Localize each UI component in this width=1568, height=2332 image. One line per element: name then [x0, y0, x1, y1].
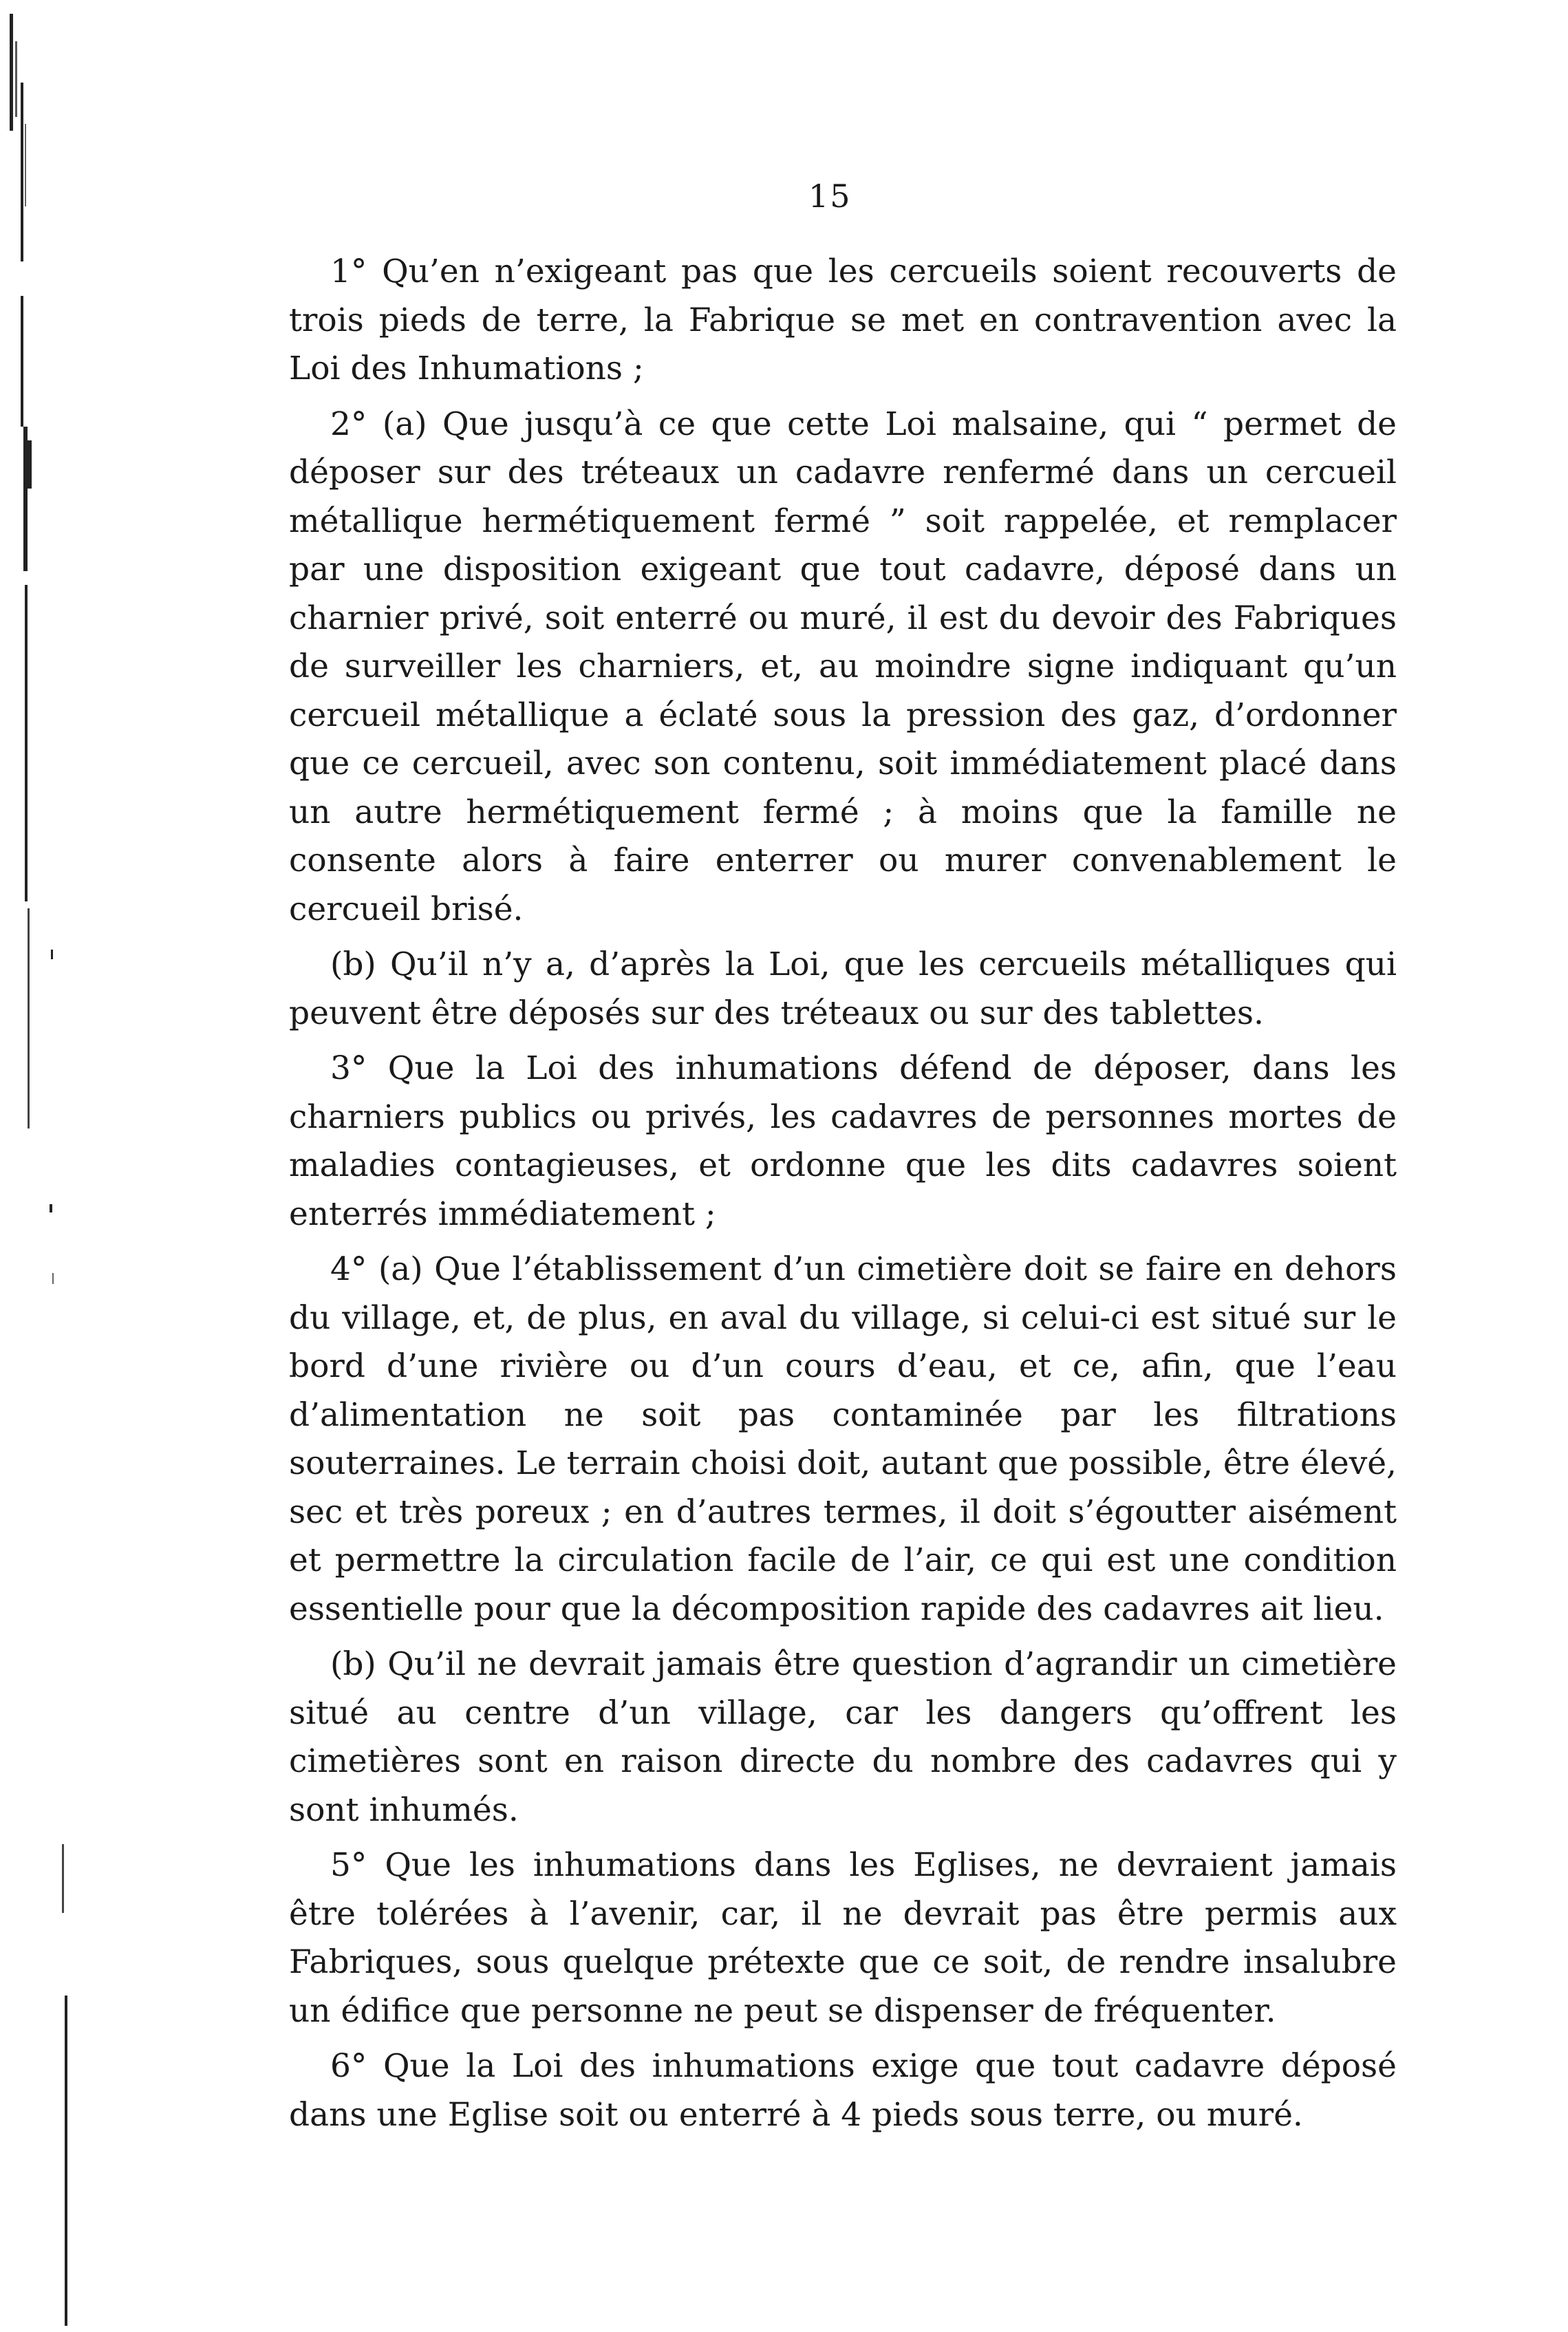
page-number: 15 — [808, 178, 852, 215]
paragraph-2b: (b) Qu’il n’y a, d’après la Loi, que les cercueils métalliques qui peuvent être déposés sur des tréteaux ou sur des tablettes. — [289, 945, 1397, 1032]
paragraph-4a: 4° (a) Que l’établissement d’un cimetière doit se faire en dehors du village, et, de plus, en aval du village, si celui-ci est situé sur le bord d’une rivière ou d’un cours d’eau, et ce, afin, que l’eau d’alimentation ne soit pas contaminée par les filtrations souterraines. Le terrain choisi doit, autant que possible, être élevé, sec et très poreux ; en d’autres termes, il doit s’égoutter aisément et permettre la circulation facile de l’air, ce qui est une condition essentielle pour que la décomposition rapide des cadavres ait lieu. — [289, 1250, 1397, 1628]
paragraph-4b: (b) Qu’il ne devrait jamais être question d’agrandir un cimetière situé au centre d’un village, car les dangers qu’offrent les cimetières sont en raison directe du nombre des cadavres qui y sont inhumés. — [289, 1645, 1397, 1829]
binding-edge — [0, 0, 62, 2332]
paragraph-5: 5° Que les inhumations dans les Eglises, ne devraient jamais être tolérées à l’avenir, car, il ne devrait pas être permis aux Fabriques, sous quelque prétexte que ce soit, de rendre insalubre un édifice que personne ne peut se dispenser de fréquenter. — [289, 1846, 1397, 2030]
paragraph-1: 1° Qu’en n’exigeant pas que les cercueils soient recouverts de trois pieds de terre, la Fabrique se met en contravention avec la Loi des Inhumations ; — [289, 253, 1397, 387]
text-body — [289, 248, 1397, 2139]
paragraph-6: 6° Que la Loi des inhumations exige que tout cadavre déposé dans une Eglise soit ou enterré à 4 pieds sous terre, ou muré. — [289, 2047, 1397, 2134]
paragraph-3: 3° Que la Loi des inhumations défend de déposer, dans les charniers publics ou privés, les cadavres de personnes mortes de maladies contagieuses, et ordonne que les dits cadavres soient enterrés immédiatement ; — [289, 1049, 1397, 1233]
paragraph-2a: 2° (a) Que jusqu’à ce que cette Loi malsaine, qui “ permet de déposer sur des tréteaux un cadavre renfermé dans un cercueil métallique hermétiquement fermé ” soit rappelée, et remplacer par une disposition exigeant que tout cadavre, déposé dans un charnier privé, soit enterré ou muré, il est du devoir des Fabriques de surveiller les charniers, et, au moindre signe indiquant qu’un cercueil métallique a éclaté sous la pression des gaz, d’ordonner que ce cercueil, avec son contenu, soit immédiatement placé dans un autre hermétiquement fermé ; à moins que la famille ne consente alors à faire enterrer ou murer convenablement le cercueil brisé. — [289, 405, 1397, 928]
